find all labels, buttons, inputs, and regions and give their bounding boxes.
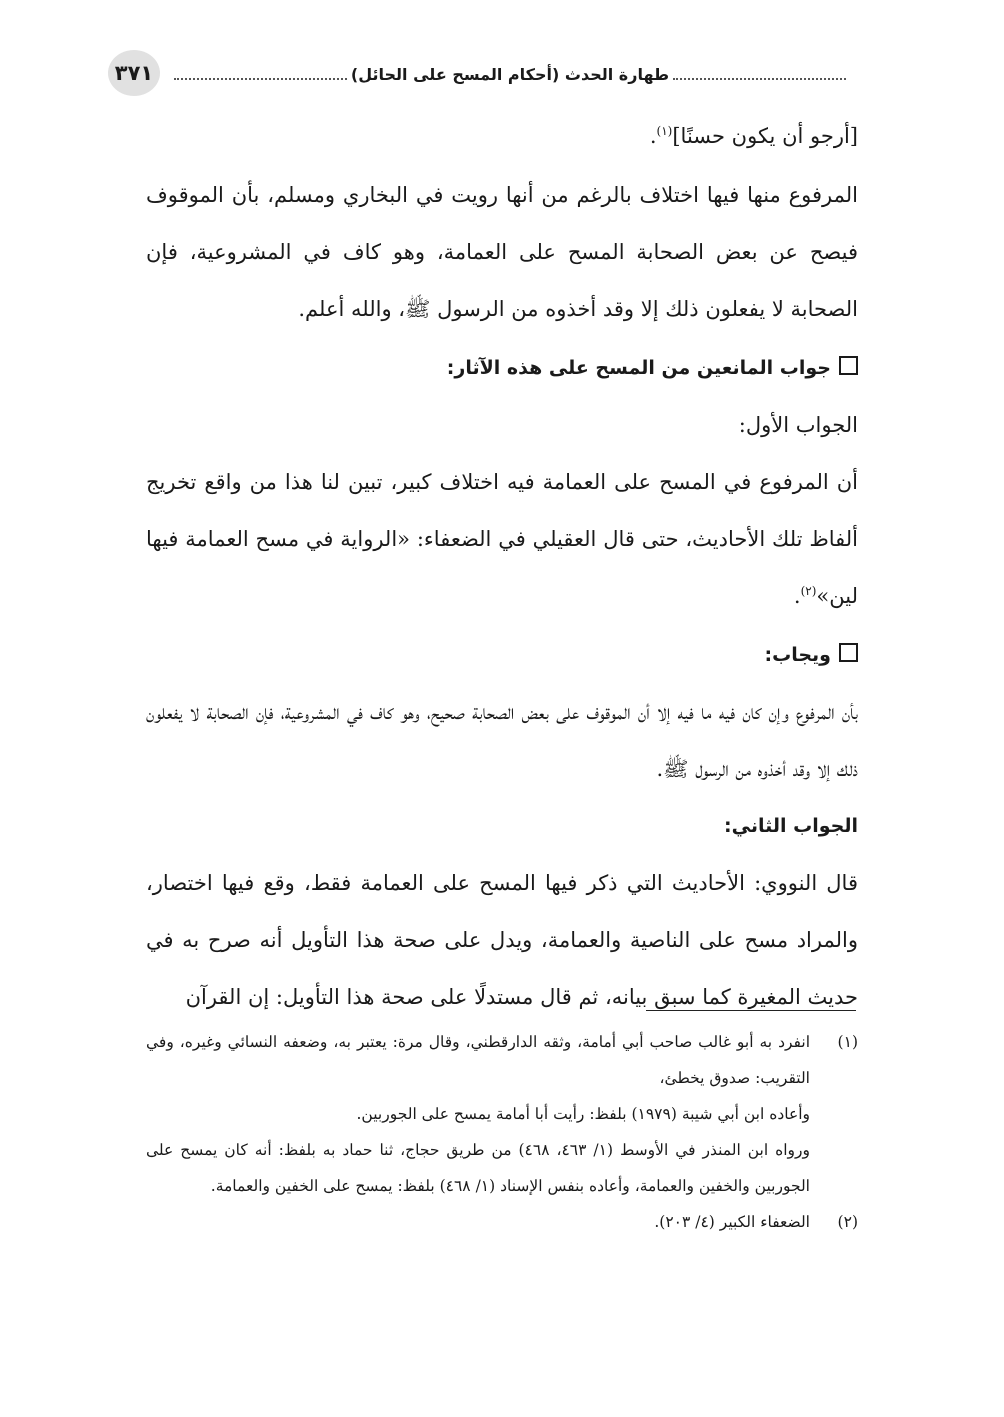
paragraph: أن المرفوع في المسح على العمامة فيه اختلاف كبير، تبين لنا هذا من واقع تخريج ألفاظ تلك الأحاديث، حتى قال العقيلي في الضعفاء: «الرواية في مسح العمامة فيها لين»$^{(٢)}$. xyxy=(146,470,858,608)
footnote-2: (٢) الضعفاء الكبير (٤/ ٢٠٣). xyxy=(146,1204,858,1240)
footnote-ref-1[interactable]: (١) xyxy=(656,124,673,138)
square-bullet-icon xyxy=(839,643,858,662)
footnote-number: (٢) xyxy=(837,1213,858,1231)
page-number-badge: ٣٧١ xyxy=(108,50,160,96)
footnotes xyxy=(146,1024,858,1240)
main-text xyxy=(146,108,858,1026)
paragraph: المرفوع منها فيها اختلاف بالرغم من أنها رويت في البخاري ومسلم، بأن الموقوف فيصح عن بعض الصحابة المسح على العمامة، وهو كاف في المشروعية، فإن الصحابة لا يفعلون ذلك إلا وقد أخذوه من الرسول ﷺ، والله أعلم. xyxy=(146,183,858,321)
square-bullet-icon xyxy=(839,356,858,375)
paragraph: بأن المرفوع وإن كان فيه ما فيه إلا أن الموقوف على بعض الصحابة صحيح، وهو كاف في المشروعية، فإن الصحابة لا يفعلون ذلك إلا وقد أخذوه من الرسول ﷺ. xyxy=(146,700,858,781)
running-title: طهارة الحدث (أحكام المسح على الحائل) xyxy=(350,64,670,84)
footnote-1: (١) انفرد به أبو غالب صاحب أبي أمامة، وثقه الدارقطني، وقال مرة: يعتبر به، وضعفه النسائي وغيره، وفي التقريب: صدوق يخطئ، وأعاده ابن أبي شيبة (١٩٧٩) بلفظ: رأيت أبا أمامة يمسح على الجوربين. ورواه ابن المنذر في الأوسط (١/ ٤٦٣، ٤٦٨) من طريق حجاج، ثنا حماد به بلفظ: أنه كان يمسح على الجوربين والخفين والعمامة، وأعاده بنفس الإسناد (١/ ٤٦٨) بلفظ: يمسح على الخفين والعمامة. xyxy=(146,1024,858,1204)
running-head xyxy=(174,60,846,88)
section-heading: جواب المانعين من المسح على هذه الآثار: xyxy=(146,340,858,397)
paragraph: قال النووي: الأحاديث التي ذكر فيها المسح على العمامة فقط، وقع فيها اختصار، والمراد مسح على الناصية والعمامة، ويدل على صحة هذا التأويل أنه صرح به في حديث المغيرة كما سبق بيانه، ثم قال مستدلًا على صحة هذا التأويل: إن القرآن xyxy=(146,871,858,1009)
paragraph-quote: [أرجو أن يكون حسنًا]$^{(١)}$. xyxy=(649,124,858,148)
section-heading: ويجاب: xyxy=(146,627,858,684)
leader-dots-right xyxy=(673,68,846,80)
footnote-ref-2[interactable]: (٢) xyxy=(800,584,817,598)
page-header xyxy=(108,50,846,100)
footnote-number: (١) xyxy=(837,1033,858,1051)
leader-dots-left xyxy=(174,68,347,80)
footnote-rule xyxy=(646,1010,856,1011)
section-heading: الجواب الثاني: xyxy=(724,815,858,837)
paragraph: الجواب الأول: xyxy=(738,413,858,437)
